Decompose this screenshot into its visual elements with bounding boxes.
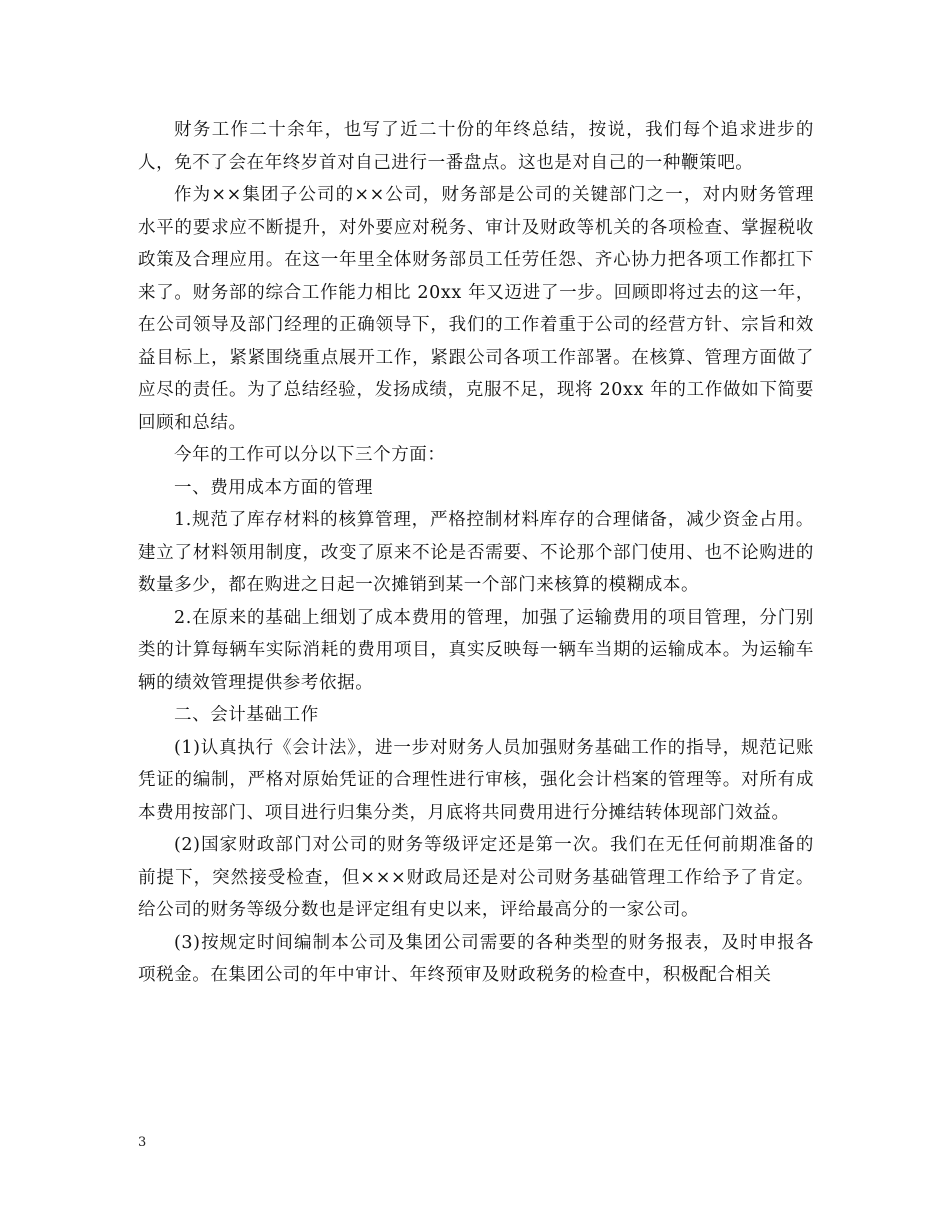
paragraph-three-aspects: 今年的工作可以分以下三个方面： <box>174 445 446 465</box>
paragraph-intro: 财务工作二十余年，也写了近二十份的年终总结，按说，我们每个追求进步的人，免不了会在年终岁首对自己进行一番盘点。这也是对自己的一种鞭策吧。 <box>138 120 814 173</box>
section-heading-accounting-basics: 二、会计基础工作 <box>174 705 319 725</box>
document-body <box>138 114 814 992</box>
section-heading-cost-management: 一、费用成本方面的管理 <box>174 477 374 498</box>
paragraph-item-accounting-law: (1)认真执行《会计法》，进一步对财务人员加强财务基础工作的指导，规范记账凭证的编制，严格对原始凭证的合理性进行审核，强化会计档案的管理等。对所有成本费用按部门、项目进行归集分类，月底将共同费用进行分摊结转体现部门效益。 <box>138 737 814 823</box>
paragraph-item-inventory: 1.规范了库存材料的核算管理，严格控制材料库存的合理储备，减少资金占用。建立了材料领用制度，改变了原来不论是否需要、不论那个部门使用、也不论购进的数量多少，都在购进之日起一次摊销到某一个部门来核算的模糊成本。 <box>138 510 814 595</box>
paragraph-item-finance-rating: (2)国家财政部门对公司的财务等级评定还是第一次。我们在无任何前期准备的前提下，突然接受检查，但×××财政局还是对公司财务基础管理工作给予了肯定。给公司的财务等级分数也是评定组有史以来，评给最高分的一家公司。 <box>138 835 814 920</box>
page-number: 3 <box>138 1135 147 1150</box>
paragraph-item-reports: (3)按规定时间编制本公司及集团公司需要的各种类型的财务报表，及时申报各项税金。在集团公司的年中审计、年终预审及财政税务的检查中，积极配合相关 <box>138 932 814 985</box>
paragraph-overview: 作为××集团子公司的××公司，财务部是公司的关键部门之一，对内财务管理水平的要求应不断提升，对外要应对税务、审计及财政等机关的各项检查、掌握税收政策及合理应用。在这一年里全体财务部员工任劳任怨、齐心协力把各项工作都扛下来了。财务部的综合工作能力相比 20xx 年又迈进了一步。回顾即将过去的这一年，在公司领导及部门经理的正确领导下，我们的工作着重于公司的经营方针、宗旨和效益目标上，紧紧围绕重点展开工作，紧跟公司各项工作部署。在核算、管理方面做了应尽的责任。为了总结经验，发扬成绩，克服不足，现将 20xx 年的工作做如下简要回顾和总结。 <box>138 185 814 433</box>
paragraph-item-transport-cost: 2.在原来的基础上细划了成本费用的管理，加强了运输费用的项目管理，分门别类的计算每辆车实际消耗的费用项目，真实反映每一辆车当期的运输成本。为运输车辆的绩效管理提供参考依据。 <box>138 607 814 693</box>
